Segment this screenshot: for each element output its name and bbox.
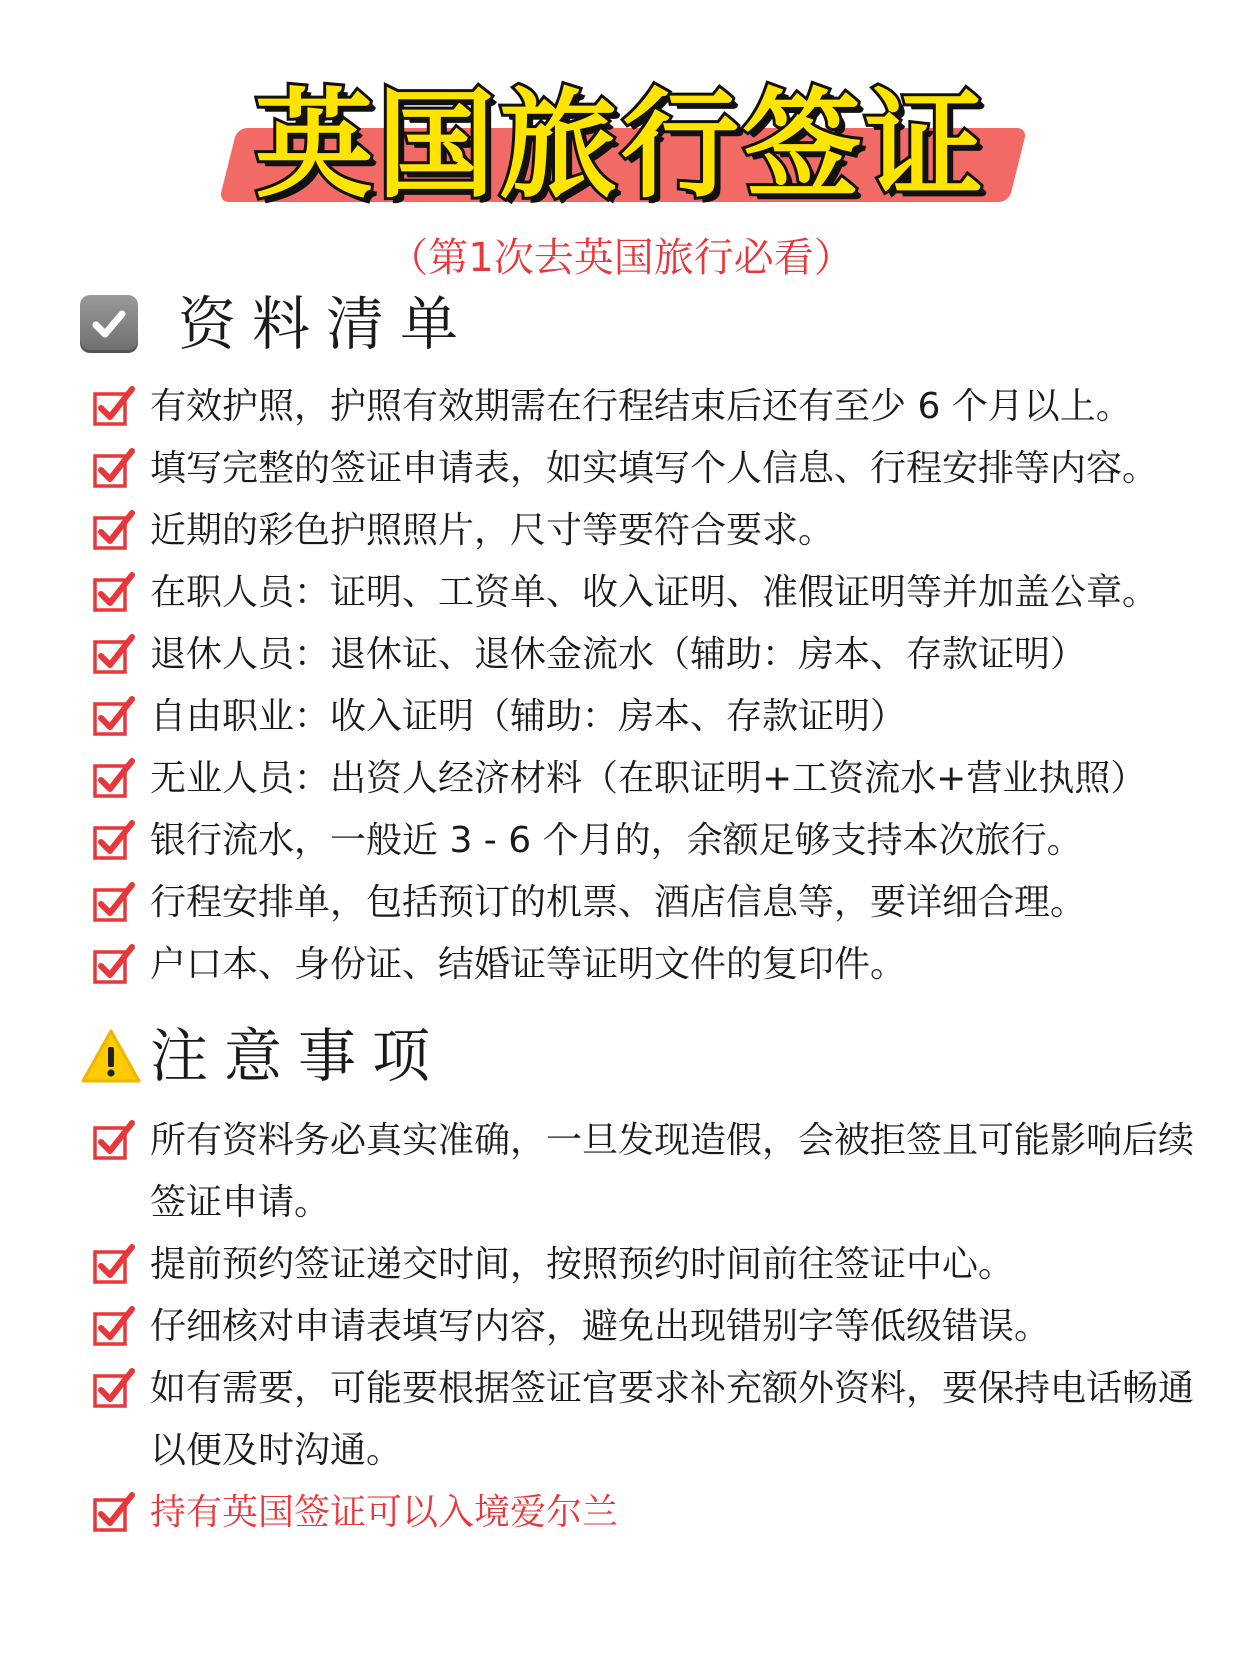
red-check-icon — [92, 1242, 136, 1286]
list-item-text: 近期的彩色护照照片，尺寸等要符合要求。 — [150, 510, 835, 551]
list-item-text: 在职人员：证明、工资单、收入证明、准假证明等并加盖公章。 — [150, 572, 1159, 613]
list-item-text: 银行流水，一般近 3 - 6 个月的，余额足够支持本次旅行。 — [150, 820, 1083, 861]
red-check-icon — [92, 446, 136, 490]
list-item-text: 填写完整的签证申请表，如实填写个人信息、行程安排等内容。 — [150, 448, 1159, 489]
red-check-icon — [92, 942, 136, 986]
list-item — [92, 624, 1212, 686]
warning-icon — [80, 1027, 142, 1085]
red-check-icon — [92, 1304, 136, 1348]
list-item — [92, 1110, 1212, 1234]
section-heading: 资料清单 — [178, 290, 475, 358]
check-box-icon — [80, 295, 138, 353]
list-item-text: 自由职业：收入证明（辅助：房本、存款证明） — [150, 696, 907, 737]
list-item-text: 无业人员：出资人经济材料（在职证明+工资流水+营业执照） — [150, 758, 1147, 799]
list-item — [92, 934, 1212, 996]
list-item — [92, 1358, 1212, 1482]
red-check-icon — [92, 508, 136, 552]
list-item — [92, 810, 1212, 872]
list-item — [92, 1482, 1212, 1544]
list-item-text-highlight: 持有英国签证可以入境爱尔兰 — [150, 1492, 619, 1533]
list-item-text: 仔细核对申请表填写内容，避免出现错别字等低级错误。 — [150, 1306, 1051, 1347]
list-item-text: 所有资料务必真实准确，一旦发现造假，会被拒签且可能影响后续签证申请。 — [150, 1120, 1195, 1223]
list-item — [92, 1296, 1212, 1358]
section-heading: 注意事项 — [150, 1022, 447, 1090]
red-check-icon — [92, 632, 136, 676]
section-header-notes — [80, 1020, 446, 1092]
list-item-text: 有效护照，护照有效期需在行程结束后还有至少 6 个月以上。 — [150, 386, 1132, 427]
red-check-icon — [92, 694, 136, 738]
list-item — [92, 500, 1212, 562]
title-banner — [0, 70, 1242, 220]
list-item — [92, 376, 1212, 438]
red-check-icon — [92, 1118, 136, 1162]
list-item — [92, 562, 1212, 624]
list-item — [92, 686, 1212, 748]
red-check-icon — [92, 1366, 136, 1410]
list-item — [92, 748, 1212, 810]
list-item-text: 如有需要，可能要根据签证官要求补充额外资料，要保持电话畅通以便及时沟通。 — [150, 1368, 1195, 1471]
section-header-materials — [80, 288, 474, 360]
red-check-icon — [92, 880, 136, 924]
page-title: 英国旅行签证 — [254, 76, 987, 214]
red-check-icon — [92, 756, 136, 800]
list-item — [92, 1234, 1212, 1296]
red-check-icon — [92, 384, 136, 428]
list-item-text: 退休人员：退休证、退休金流水（辅助：房本、存款证明） — [150, 634, 1087, 675]
list-item-text: 行程安排单，包括预订的机票、酒店信息等，要详细合理。 — [150, 882, 1087, 923]
list-item — [92, 438, 1212, 500]
red-check-icon — [92, 818, 136, 862]
red-check-icon — [92, 1490, 136, 1534]
list-item-text: 提前预约签证递交时间，按照预约时间前往签证中心。 — [150, 1244, 1015, 1285]
red-check-icon — [92, 570, 136, 614]
list-item — [92, 872, 1212, 934]
list-item-text: 户口本、身份证、结婚证等证明文件的复印件。 — [150, 944, 907, 985]
page-subtitle: （第1次去英国旅行必看） — [388, 235, 854, 281]
